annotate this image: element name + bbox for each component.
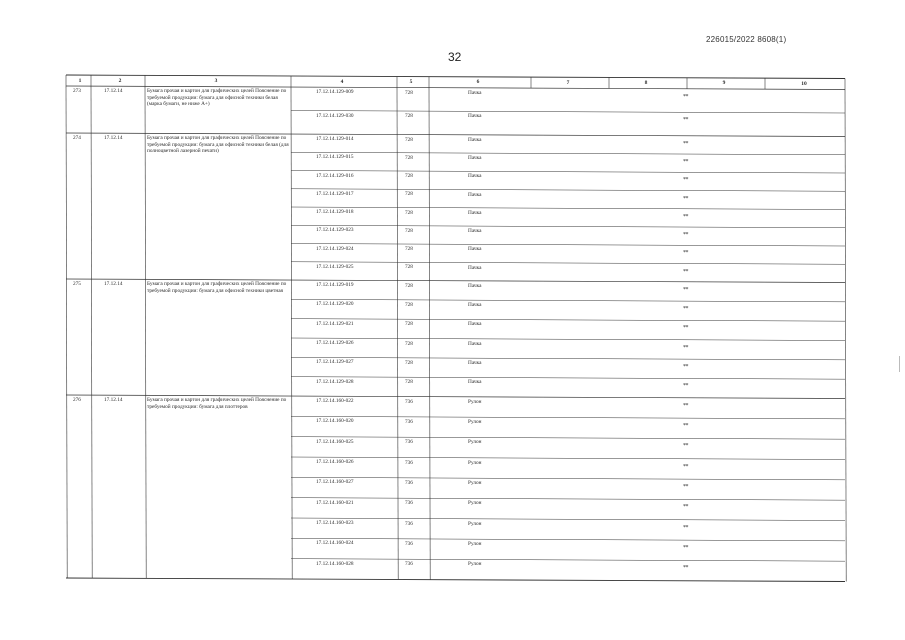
page-number: 32 — [448, 50, 462, 64]
ktru-code: 17.12.14.160-026 — [316, 459, 354, 466]
table-bottom-border — [66, 578, 845, 582]
value-mark: ** — [683, 286, 688, 293]
row-number: 275 — [73, 280, 81, 287]
value-mark: ** — [683, 232, 688, 239]
column-header: 2 — [118, 77, 122, 84]
item-description: Бумага прочая и картон для графических целей Пояснение по требуемой продукции: бумага для офисной техники белая (для полноцветной лазерной печати) — [147, 135, 289, 155]
column-header: 7 — [566, 79, 570, 86]
item-row-separator — [291, 377, 845, 379]
unit-name: Пачка — [468, 321, 482, 328]
value-mark: ** — [683, 463, 688, 470]
okei-code: 736 — [405, 540, 413, 547]
item-row-separator — [291, 262, 845, 264]
unit-name: Рулон — [468, 541, 482, 548]
value-mark: ** — [683, 213, 688, 220]
unit-name: Пачка — [468, 136, 482, 143]
column-header: 4 — [340, 78, 344, 85]
table-top-border — [66, 75, 845, 79]
item-row-separator — [291, 207, 845, 209]
unit-name: Пачка — [468, 173, 482, 180]
column-header: 6 — [476, 79, 480, 86]
unit-name: Пачка — [468, 360, 482, 367]
ktru-code: 17.12.14.129-021 — [316, 320, 354, 327]
ktru-code: 17.12.14.129-023 — [316, 227, 354, 234]
ktru-code: 17.12.14.129-026 — [316, 340, 354, 347]
ktru-code: 17.12.14.129-024 — [316, 245, 354, 252]
ktru-code: 17.12.14.129-025 — [316, 263, 354, 270]
ktru-code: 17.12.14.160-021 — [316, 499, 354, 506]
ktru-code: 17.12.14.129-028 — [316, 378, 354, 385]
item-row-separator — [291, 457, 845, 459]
ktru-code: 17.12.14.129-027 — [316, 359, 354, 366]
value-mark: ** — [683, 250, 688, 257]
unit-name: Пачка — [468, 113, 482, 120]
value-mark: ** — [683, 93, 688, 100]
okei-code: 736 — [405, 500, 413, 507]
item-row-separator — [291, 171, 845, 173]
unit-name: Рулон — [468, 459, 482, 466]
unit-name: Рулон — [468, 561, 482, 568]
ktru-code: 17.12.14.129-015 — [316, 154, 354, 161]
ktru-code: 17.12.14.129-009 — [316, 89, 354, 96]
ktru-code: 17.12.14.160-027 — [316, 479, 354, 486]
column-header: 10 — [801, 80, 807, 87]
value-mark: ** — [683, 306, 688, 313]
unit-name: Рулон — [468, 398, 482, 405]
body-col-separator — [66, 86, 67, 578]
unit-name: Пачка — [468, 191, 482, 198]
value-mark: ** — [683, 402, 688, 409]
ktru-code: 17.12.14.129-016 — [316, 172, 354, 179]
item-row-separator — [291, 189, 845, 191]
value-mark: ** — [683, 545, 688, 552]
okei-code: 728 — [405, 113, 413, 120]
row-number: 276 — [73, 396, 81, 403]
item-row-separator — [291, 299, 845, 301]
item-row-separator — [291, 319, 845, 321]
value-mark: ** — [683, 344, 688, 351]
item-row-separator — [291, 416, 845, 418]
value-mark: ** — [683, 383, 688, 390]
column-header: 1 — [78, 77, 82, 84]
okei-code: 728 — [405, 264, 413, 271]
value-mark: ** — [683, 524, 688, 531]
body-col-separator — [397, 87, 398, 579]
okei-code: 728 — [405, 379, 413, 386]
ktru-code: 17.12.14.160-024 — [316, 540, 354, 547]
okei-code: 728 — [405, 209, 413, 216]
value-mark: ** — [683, 195, 688, 202]
item-row-separator — [291, 498, 845, 500]
unit-name: Пачка — [468, 209, 482, 216]
body-col-separator — [429, 88, 430, 580]
value-mark: ** — [683, 159, 688, 166]
okei-code: 728 — [405, 321, 413, 328]
okei-code: 736 — [405, 479, 413, 486]
item-row-separator — [291, 244, 845, 246]
item-row-separator — [291, 152, 845, 154]
okei-code: 728 — [405, 227, 413, 234]
unit-name: Пачка — [468, 89, 482, 96]
value-mark: ** — [683, 423, 688, 430]
ktru-code: 17.12.14.160-022 — [316, 398, 354, 405]
unit-name: Рулон — [468, 500, 482, 507]
row-number: 274 — [73, 134, 81, 141]
okpd-code: 17.12.14 — [104, 396, 123, 403]
item-description: Бумага прочая и картон для графических целей Пояснение по требуемой продукции: бумага для плоттеров — [147, 397, 287, 410]
value-mark: ** — [683, 117, 688, 124]
ktru-code: 17.12.14.129-030 — [316, 112, 354, 119]
unit-name: Пачка — [468, 264, 482, 271]
ktru-code: 17.12.14.160-023 — [316, 520, 354, 527]
value-mark: ** — [683, 177, 688, 184]
unit-name: Пачка — [468, 155, 482, 162]
ktru-code: 17.12.14.129-019 — [316, 282, 354, 289]
okei-code: 728 — [405, 191, 413, 198]
item-row-separator — [291, 518, 845, 520]
column-header: 5 — [409, 79, 413, 86]
row-number: 273 — [73, 87, 81, 94]
okei-code: 728 — [405, 246, 413, 253]
ktru-code: 17.12.14.129-017 — [316, 190, 354, 197]
okpd-code: 17.12.14 — [104, 280, 123, 287]
value-mark: ** — [683, 364, 688, 371]
ktru-code: 17.12.14.129-020 — [316, 301, 354, 308]
item-row-separator — [291, 477, 845, 479]
okei-code: 728 — [405, 282, 413, 289]
unit-name: Рулон — [468, 520, 482, 527]
ktru-code: 17.12.14.160-020 — [316, 418, 354, 425]
item-row-separator — [291, 111, 845, 113]
okei-code: 736 — [405, 561, 413, 568]
okei-code: 728 — [405, 359, 413, 366]
unit-name: Рулон — [468, 480, 482, 487]
okei-code: 736 — [405, 520, 413, 527]
value-mark: ** — [683, 504, 688, 511]
value-mark: ** — [683, 443, 688, 450]
item-description: Бумага прочая и картон для графических целей Пояснение по требуемой продукции: бумага для офисной техники белая (марка бумаги, не ниже А+) — [147, 88, 287, 108]
value-mark: ** — [683, 268, 688, 275]
value-mark: ** — [683, 140, 688, 147]
column-header: 8 — [644, 80, 648, 87]
column-header: 9 — [722, 80, 726, 87]
column-header: 3 — [214, 78, 218, 85]
body-col-separator — [845, 90, 846, 582]
okei-code: 728 — [405, 340, 413, 347]
unit-name: Пачка — [468, 340, 482, 347]
ktru-code: 17.12.14.160-025 — [316, 438, 354, 445]
body-col-separator — [91, 86, 92, 578]
value-mark: ** — [683, 484, 688, 491]
item-row-separator — [291, 357, 845, 359]
okei-code: 728 — [405, 154, 413, 161]
body-col-separator — [145, 86, 146, 578]
okei-code: 728 — [405, 136, 413, 143]
item-row-separator — [291, 338, 845, 340]
okei-code: 728 — [405, 301, 413, 308]
unit-name: Пачка — [468, 302, 482, 309]
unit-name: Пачка — [468, 228, 482, 235]
unit-name: Пачка — [468, 379, 482, 386]
item-row-separator — [291, 225, 845, 227]
unit-name: Рулон — [468, 439, 482, 446]
okei-code: 728 — [405, 89, 413, 96]
unit-name: Пачка — [468, 282, 482, 289]
ktru-code: 17.12.14.129-018 — [316, 209, 354, 216]
unit-name: Рулон — [468, 419, 482, 426]
okei-code: 736 — [405, 398, 413, 405]
item-row-separator — [291, 437, 845, 439]
ktru-code: 17.12.14.129-014 — [316, 136, 354, 143]
value-mark: ** — [683, 325, 688, 332]
okei-code: 728 — [405, 173, 413, 180]
value-mark: ** — [683, 565, 688, 572]
item-row-separator — [291, 559, 845, 561]
body-col-separator — [291, 87, 292, 579]
document-number: 226015/2022 8608(1) — [706, 35, 787, 44]
okpd-code: 17.12.14 — [104, 87, 123, 94]
okei-code: 736 — [405, 439, 413, 446]
item-row-separator — [291, 538, 845, 540]
scan-edge-mark — [899, 356, 900, 372]
item-description: Бумага прочая и картон для графических целей Пояснение по требуемой продукции: бумага для офисной техники цветная — [147, 281, 287, 294]
okei-code: 736 — [405, 418, 413, 425]
ktru-code: 17.12.14.160-028 — [316, 560, 354, 567]
okpd-code: 17.12.14 — [104, 134, 123, 141]
unit-name: Пачка — [468, 246, 482, 253]
okei-code: 736 — [405, 459, 413, 466]
